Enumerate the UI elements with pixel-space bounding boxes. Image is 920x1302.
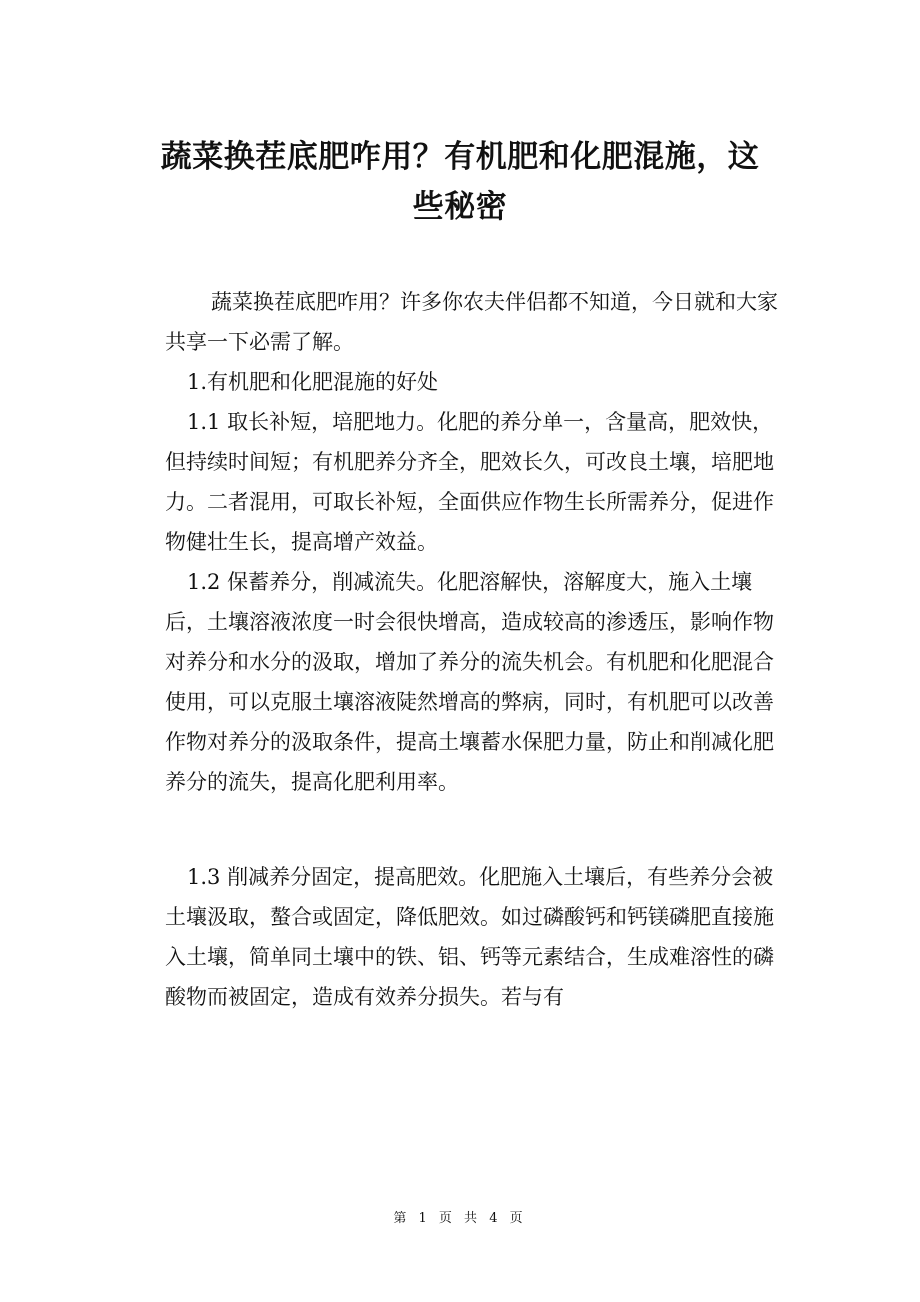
article-body	[165, 282, 785, 1017]
title-line-2: 些秘密	[412, 189, 508, 225]
section-1-3-paragraph: 1.3 削减养分固定，提高肥效。化肥施入土壤后，有些养分会被土壤汲取，螯合或固定，降低肥效。如过磷酸钙和钙镁磷肥直接施入土壤，简单同土壤中的铁、铝、钙等元素结合，生成难溶性的磷酸物而被固定，造成有效养分损失。若与有	[165, 865, 774, 1009]
paragraph-spacer	[165, 802, 785, 857]
page-footer: 第 1 页 共 4 页	[393, 1211, 527, 1226]
page-title	[120, 132, 800, 232]
intro-paragraph: 蔬菜换茬底肥咋用？许多你农夫伴侣都不知道，今日就和大家共享一下必需了解。	[165, 290, 778, 354]
section-heading: 1.有机肥和化肥混施的好处	[187, 370, 439, 394]
section-1-1-paragraph: 1.1 取长补短，培肥地力。化肥的养分单一，含量高，肥效快，但持续时间短；有机肥养分齐全，肥效长久，可改良土壤，培肥地力。二者混用，可取长补短，全面供应作物生长所需养分，促进作物健壮生长，提高增产效益。	[165, 410, 774, 554]
section-1-2-paragraph: 1.2 保蓄养分，削减流失。化肥溶解快，溶解度大，施入土壤后，土壤溶液浓度一时会很快增高，造成较高的渗透压，影响作物对养分和水分的汲取，增加了养分的流失机会。有机肥和化肥混合使用，可以克服土壤溶液陡然增高的弊病，同时，有机肥可以改善作物对养分的汲取条件，提高土壤蓄水保肥力量，防止和削减化肥养分的流失，提高化肥利用率。	[165, 570, 774, 794]
title-line-1: 蔬菜换茬底肥咋用？有机肥和化肥混施，这	[160, 139, 760, 175]
